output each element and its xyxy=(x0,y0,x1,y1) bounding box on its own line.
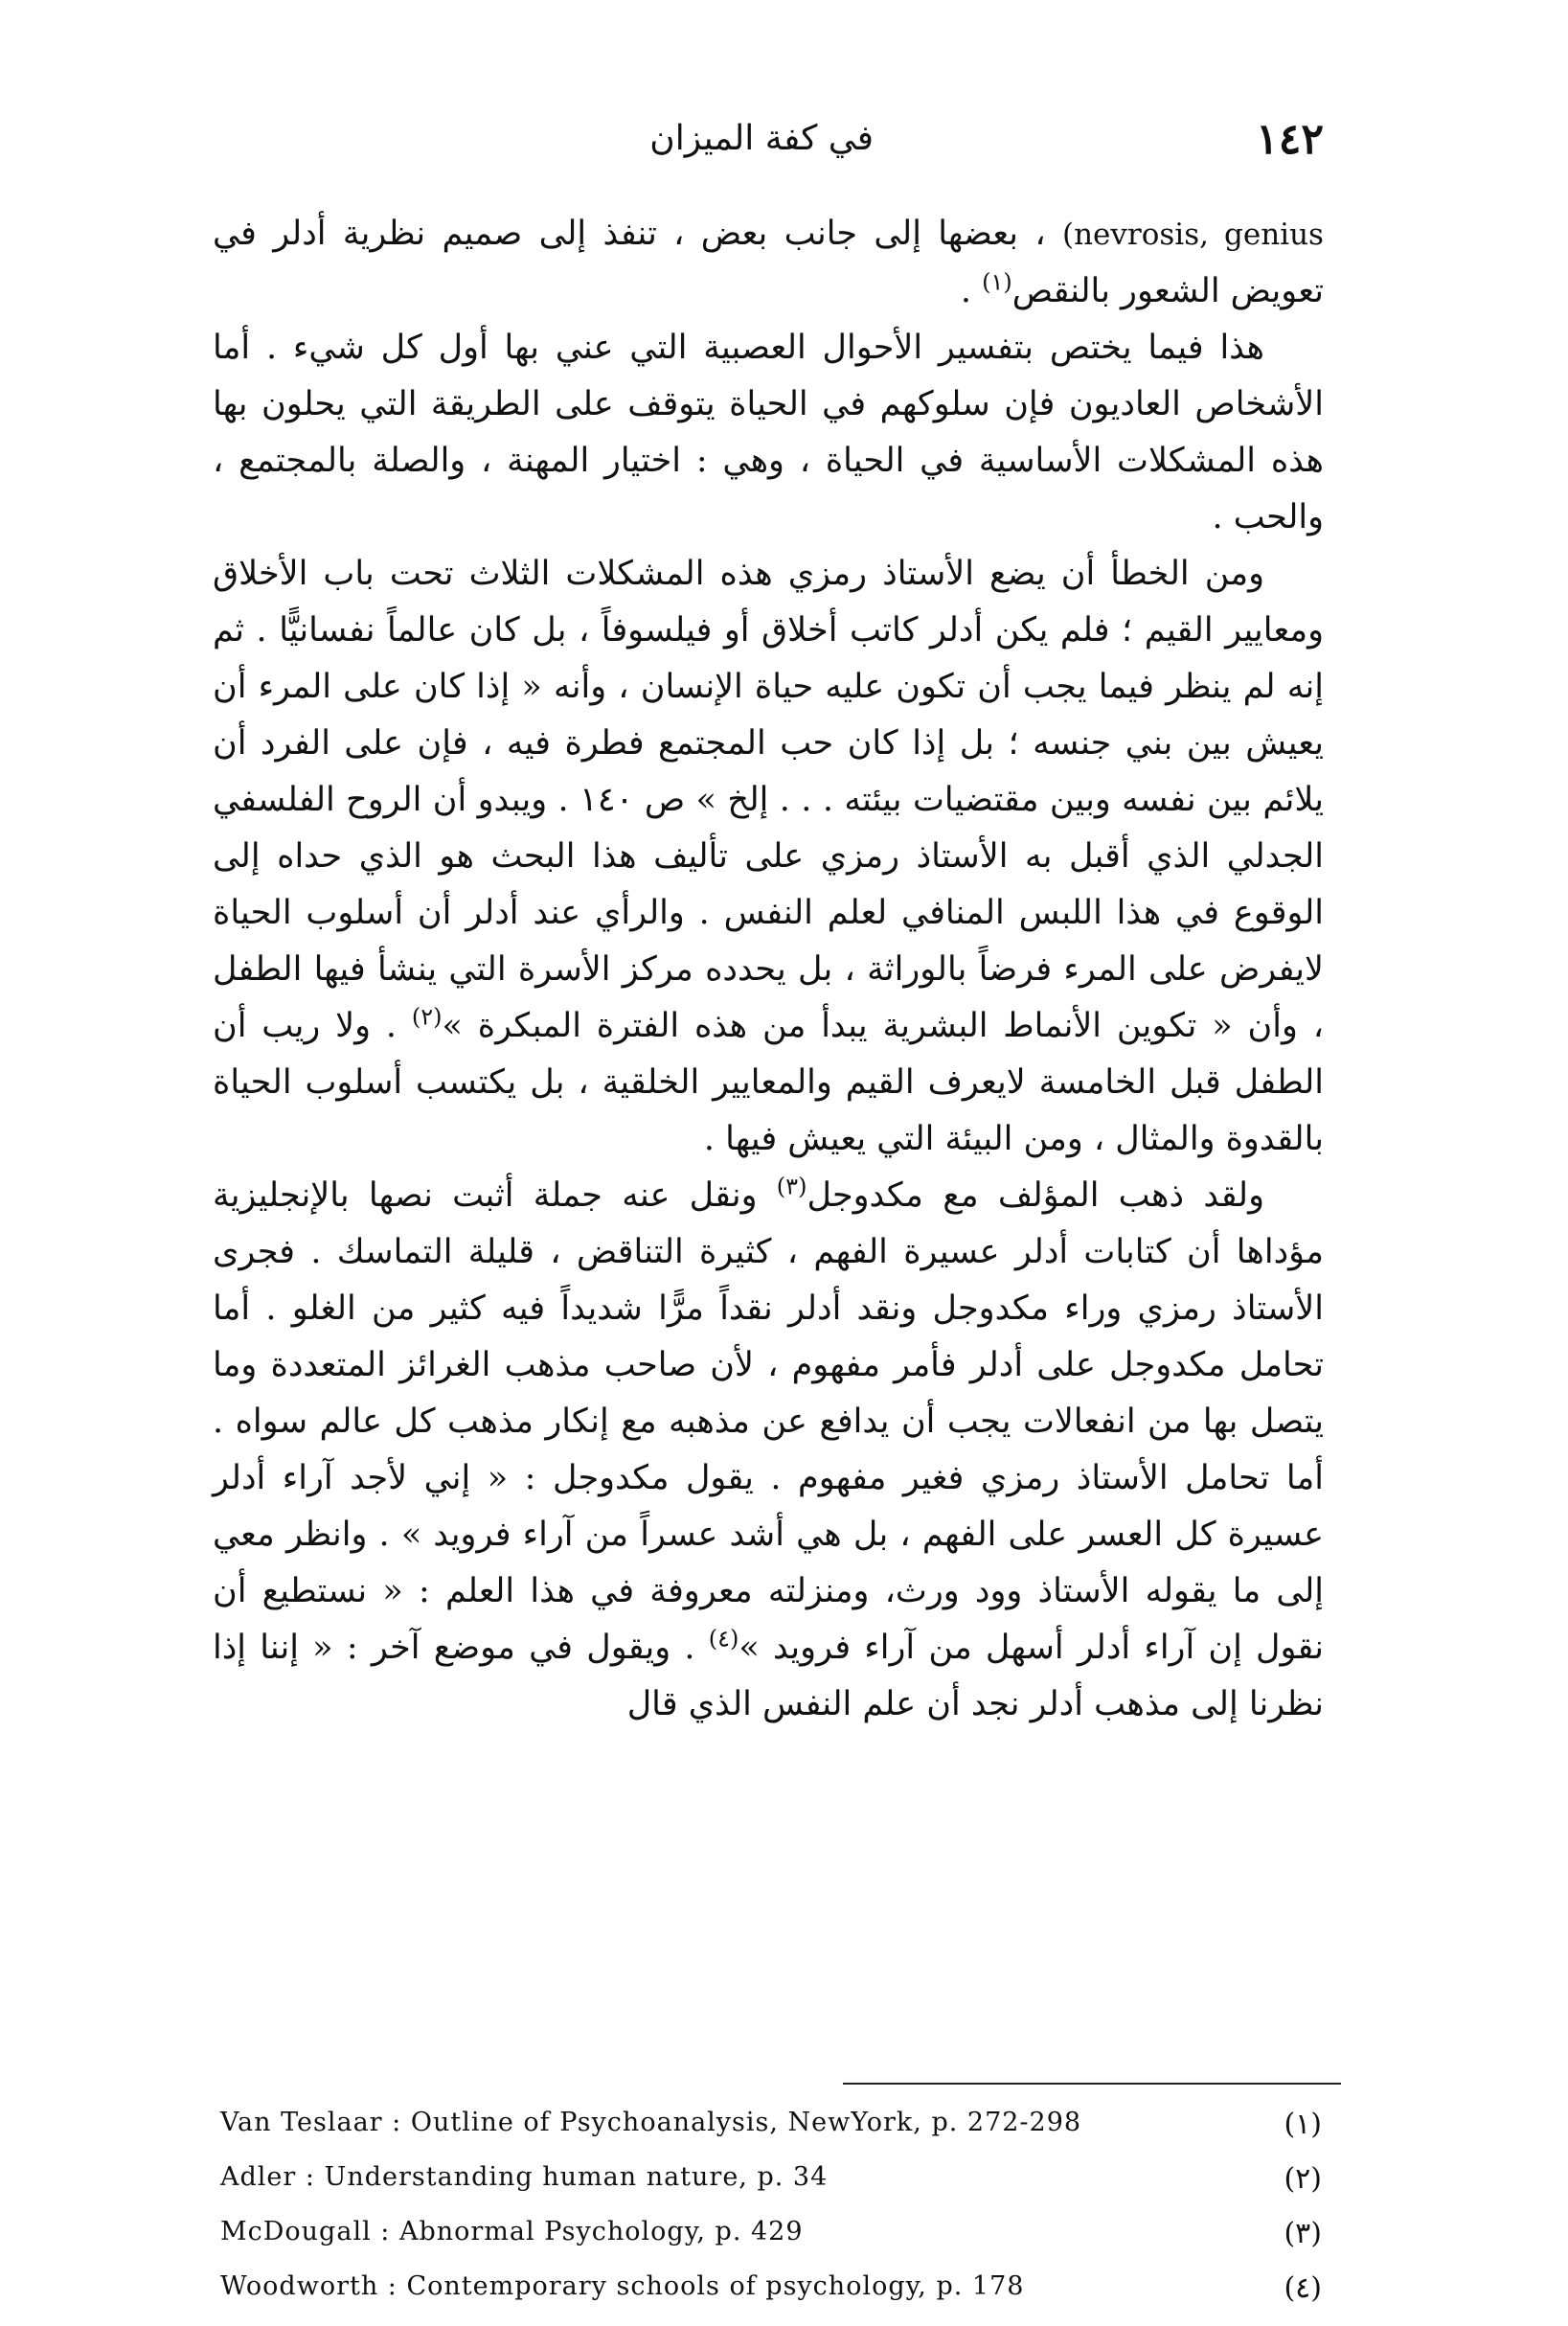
latin-term: (nevrosis, genius xyxy=(1061,217,1324,252)
paragraph-4 xyxy=(213,1168,1324,1733)
footnote-ref-2: (٢) xyxy=(411,1003,443,1031)
footnote-4 xyxy=(220,2271,1322,2326)
paragraph-1 xyxy=(213,206,1324,320)
footnote-number: (٣) xyxy=(1284,2217,1322,2250)
paragraph-3-text-a: ومن الخطأ أن يضع الأستاذ رمزي هذه المشكلات الثلاث تحت باب الأخلاق ومعايير القيم ؛ فلم يكن أدلر كاتب أخلاق أو فيلسوفاً ، بل كان عالماً نفسانيًّا . ثم إنه لم ينظر فيما يجب أن تكون عليه حياة الإنسان ، وأنه « إذا كان على المرء أن يعيش بين بني جنسه ؛ بل إذا كان حب المجتمع فطرة فيه ، فإن على الفرد أن يلائم بين نفسه وبين مقتضيات بيئته . . . إلخ » ص ١٤٠ . ويبدو أن الروح الفلسفي الجدلي الذي أقبل به الأستاذ رمزي على تأليف هذا البحث هو الذي حداه إلى الوقوع في هذا اللبس المنافي لعلم النفس . والرأي عند أدلر أن أسلوب الحياة لايفرض على المرء فرضاً بالوراثة ، بل يحدده مركز الأسرة التي ينشأ فيها الطفل ، وأن « تكوين الأنماط البشرية يبدأ من هذه الفترة المبكرة » xyxy=(213,555,1324,1045)
footnote-number: (١) xyxy=(1284,2108,1322,2141)
paragraph-4-text-a: ولقد ذهب المؤلف مع مكدوجل xyxy=(807,1176,1264,1215)
footnote-number: (٤) xyxy=(1284,2271,1322,2305)
paragraph-4-text-b: ونقل عنه جملة أثبت نصها بالإنجليزية مؤداها أن كتابات أدلر عسيرة الفهم ، كثيرة التناقض ، قليلة التماسك . فجرى الأستاذ رمزي وراء مكدوجل ونقد أدلر نقداً مرًّا شديداً فيه كثير من الغلو . أما تحامل مكدوجل على أدلر فأمر مفهوم ، لأن صاحب مذهب الغرائز المتعددة وما يتصل بها من انفعالات يجب أن يدافع عن مذهبه مع إنكار مذهب كل عالم سواه . أما تحامل الأستاذ رمزي فغير مفهوم . يقول مكدوجل : « إني لأجد آراء أدلر عسيرة كل العسر على الفهم ، بل هي أشد عسراً من آراء فرويد » . وانظر معي إلى ما يقوله الأستاذ وود ورث، ومنزلته معروفة في هذا العلم : « نستطيع أن نقول إن آراء أدلر أسهل من آراء فرويد » xyxy=(213,1176,1325,1667)
footnotes xyxy=(220,2108,1322,2326)
footnote-2 xyxy=(220,2162,1322,2217)
footnote-text: Van Teslaar : Outline of Psychoanalysis, NewYork, p. 272-298 xyxy=(220,2108,1082,2137)
page-number: ١٤٢ xyxy=(1256,115,1324,164)
footnote-text: Adler : Understanding human nature, p. 34 xyxy=(220,2162,829,2192)
page-header xyxy=(213,115,1324,182)
paragraph-3 xyxy=(213,546,1324,1168)
paragraph-3-text-b: . ولا ريب أن الطفل قبل الخامسة لايعرف القيم والمعايير الخلقية ، بل يكتسب أسلوب الحياة بالقدوة والمثال ، ومن البيئة التي يعيش فيها . xyxy=(213,1007,1324,1158)
footnote-ref-1: (١) xyxy=(982,268,1012,296)
footnote-1 xyxy=(220,2108,1322,2162)
body-text xyxy=(213,206,1324,1733)
footnote-3 xyxy=(220,2217,1322,2271)
footnote-text: Woodworth : Contemporary schools of psychology, p. 178 xyxy=(220,2271,1025,2301)
footnote-ref-3: (٣) xyxy=(776,1173,807,1200)
footnote-text: McDougall : Abnormal Psychology, p. 429 xyxy=(220,2217,804,2246)
footnote-ref-4: (٤) xyxy=(708,1625,739,1653)
paragraph-2: هذا فيما يختص بتفسير الأحوال العصبية التي عني بها أول كل شيء . أما الأشخاص العاديون فإن سلوكهم في الحياة يتوقف على الطريقة التي يحلون بها هذه المشكلات الأساسية في الحياة ، وهي : اختيار المهنة ، والصلة بالمجتمع ، والحب . xyxy=(213,329,1324,536)
footnote-number: (٢) xyxy=(1284,2162,1322,2196)
paragraph-1-text: ، بعضها إلى جانب بعض ، تنفذ إلى صميم نظرية أدلر في تعويض الشعور بالنقص xyxy=(213,215,1324,310)
paragraph-1-end: . xyxy=(960,272,983,310)
running-title: في كفة الميزان xyxy=(649,119,874,158)
paragraph-4-text-c: . ويقول في موضع آخر : « إننا إذا نظرنا إلى مذهب أدلر نجد أن علم النفس الذي قال xyxy=(213,1629,1324,1723)
footnote-divider xyxy=(843,2083,1341,2085)
